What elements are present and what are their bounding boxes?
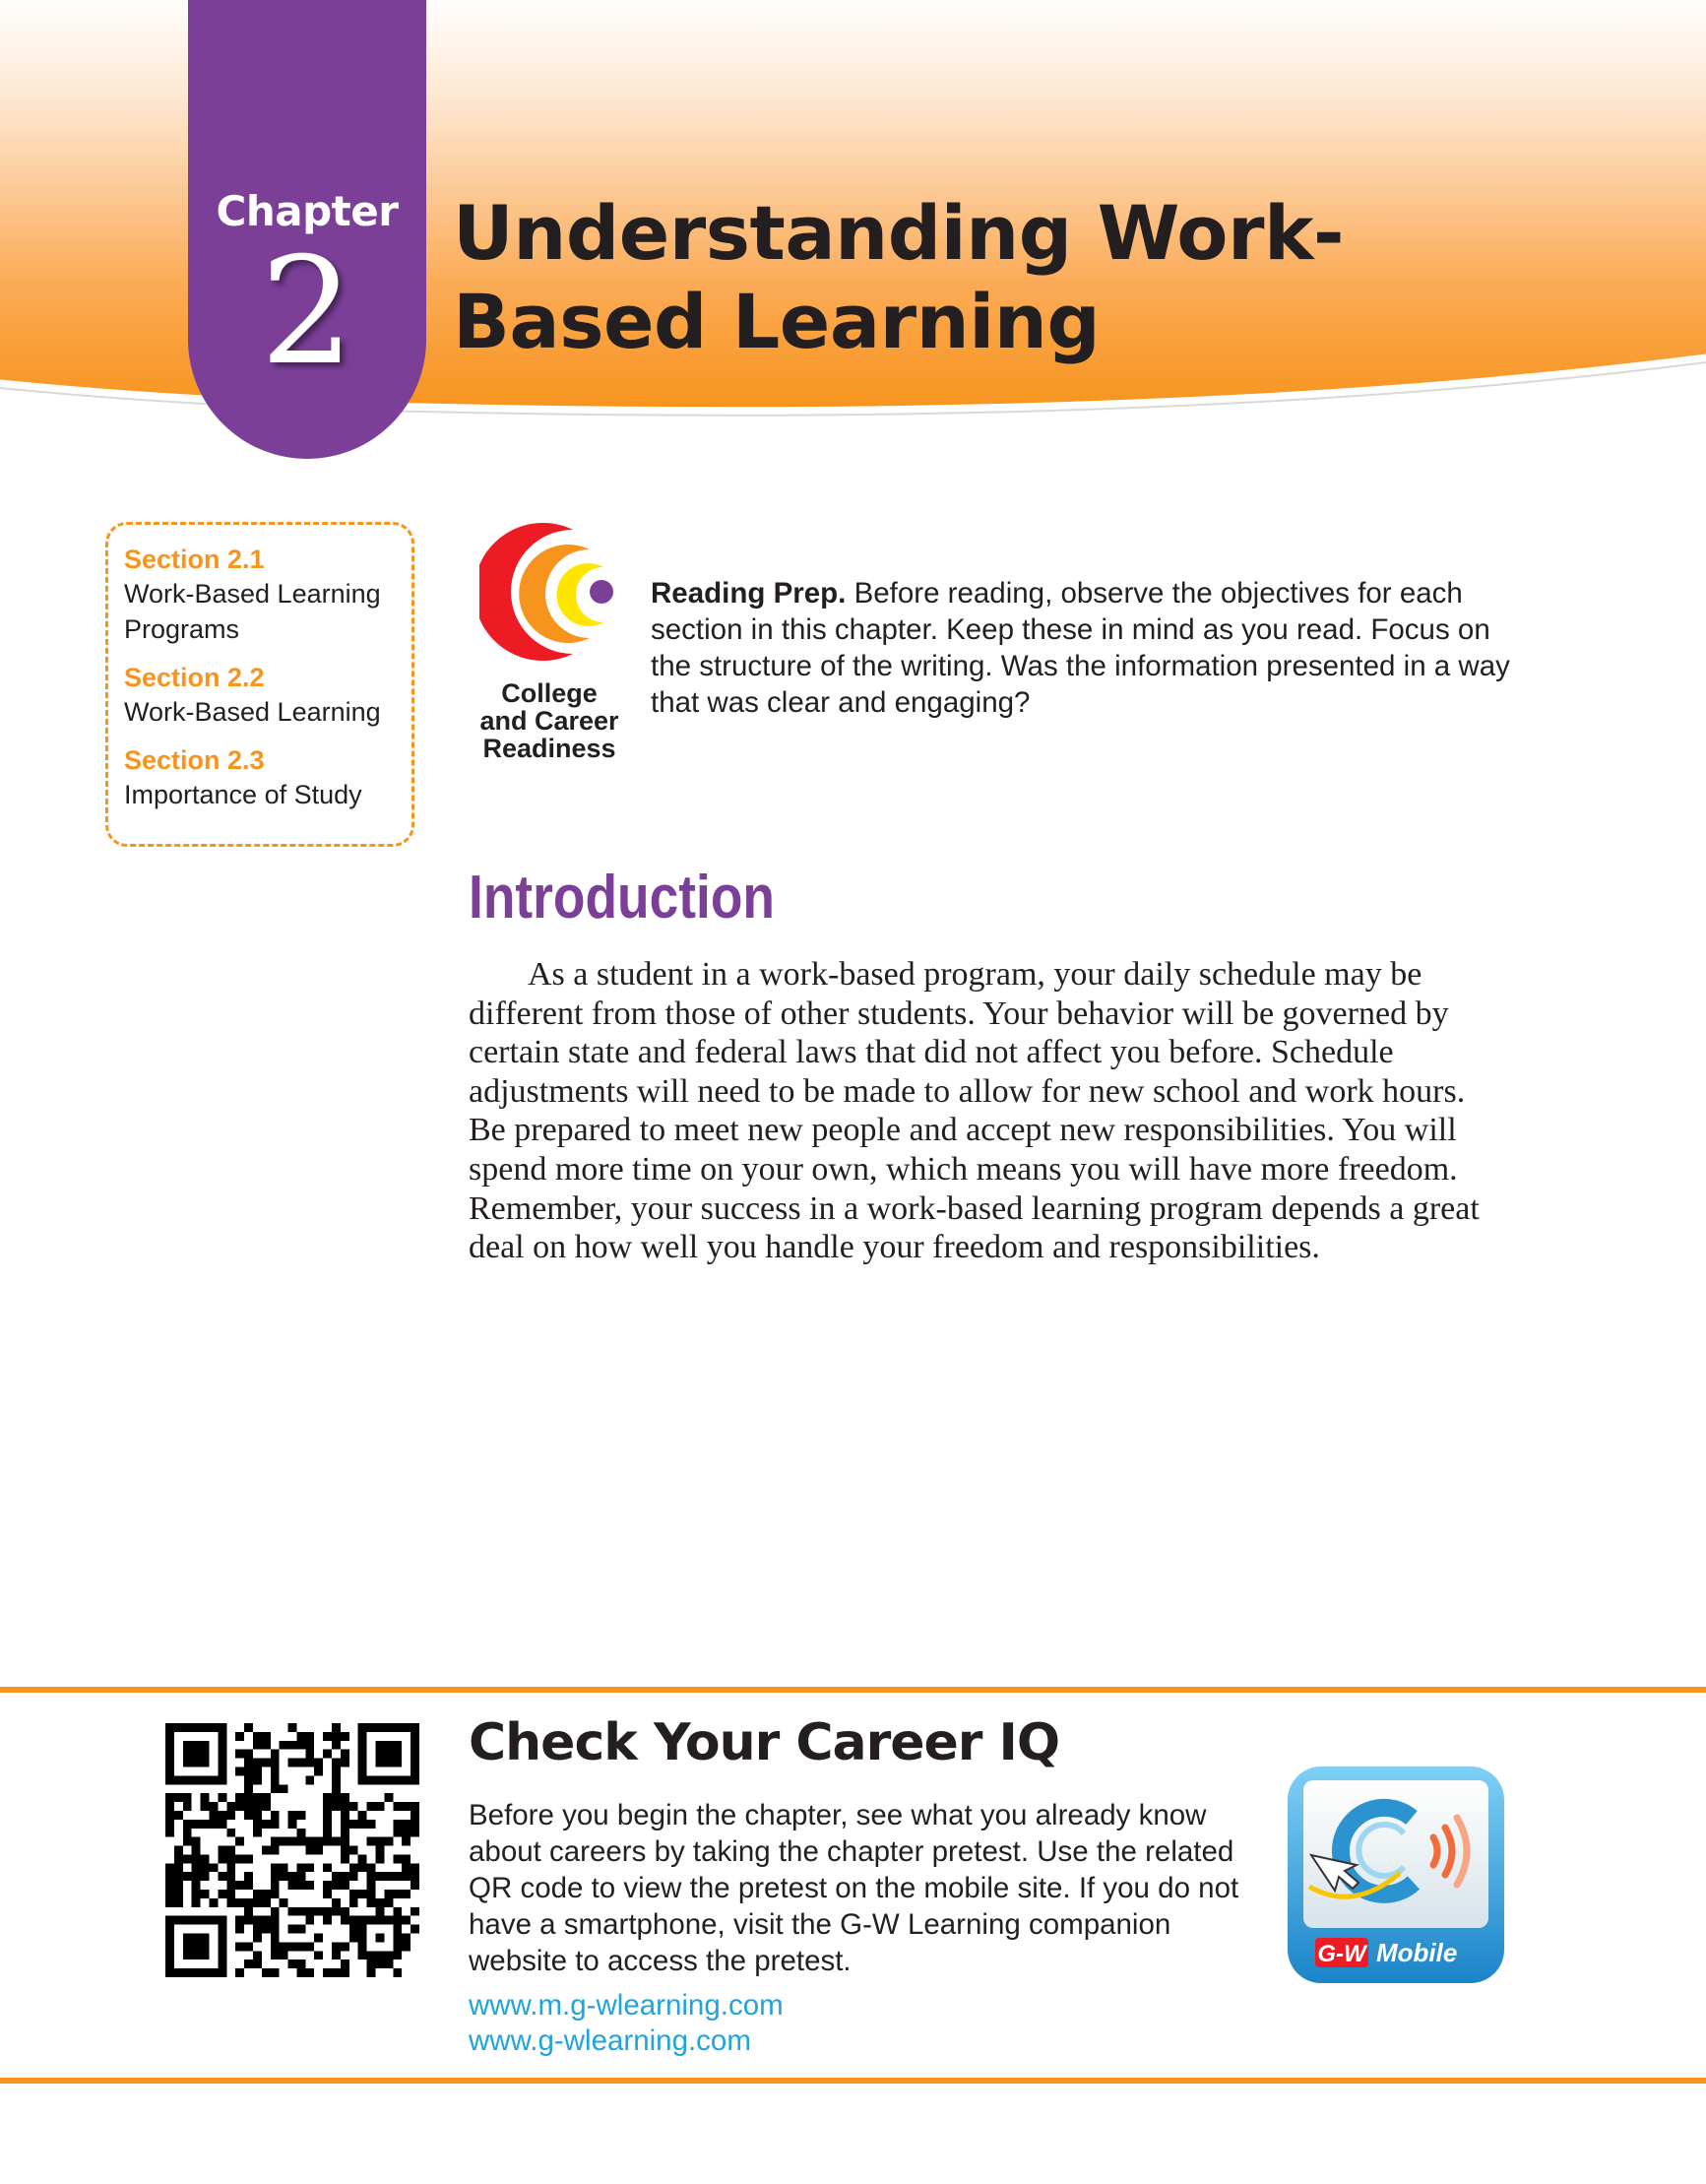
companion-site-link[interactable]: www.g-wlearning.com — [469, 2024, 751, 2057]
section-item[interactable] — [124, 743, 411, 812]
college-career-readiness-icon — [479, 518, 627, 666]
section-title: Work-Based Learning Programs — [124, 579, 381, 644]
career-iq-body: Before you begin the chapter, see what you already know about careers by taking the chapter pretest. Use the related QR code to view the pretest on the mobile site. If you do not have a smartphone, visit the G-W Learning companion website to access the pretest. — [469, 1799, 1239, 1977]
chapter-number: 2 — [260, 226, 354, 398]
introduction-heading: Introduction — [469, 864, 775, 931]
section-title: Importance of Study — [124, 780, 362, 809]
career-iq-top-rule — [0, 1687, 1706, 1693]
app-label-gw: G-W — [1317, 1941, 1366, 1967]
chapter-sections-box — [105, 522, 414, 847]
chapter-label: Chapter — [216, 187, 399, 235]
app-label-mobile: Mobile — [1376, 1938, 1458, 1967]
ccr-caption — [465, 679, 634, 762]
section-number: Section 2.2 — [124, 663, 265, 692]
gw-mobile-app-icon[interactable] — [1286, 1765, 1506, 1985]
chapter-title: Understanding Work-Based Learning — [453, 189, 1345, 365]
reading-prep — [651, 575, 1517, 721]
reading-prep-label: Reading Prep. — [651, 577, 847, 610]
ccr-caption-line: Readiness — [482, 734, 616, 763]
career-iq-heading: Check Your Career IQ — [469, 1713, 1060, 1772]
section-item[interactable] — [124, 661, 411, 730]
qr-code-icon[interactable] — [165, 1723, 419, 1977]
chapter-tab — [188, 0, 426, 459]
section-number: Section 2.1 — [124, 545, 265, 574]
career-iq-bottom-rule — [0, 2078, 1706, 2084]
ccr-caption-line: College — [501, 678, 598, 708]
section-number: Section 2.3 — [124, 745, 265, 775]
reading-prep-text: Before reading, observe the objectives for each section in this chapter. Keep these in mind as you read. Focus on the structure of the writing. Was the information presented in a way that was clear and engaging? — [651, 577, 1510, 719]
mobile-site-link[interactable]: www.m.g-wlearning.com — [469, 1989, 784, 2022]
section-item[interactable] — [124, 543, 411, 647]
section-title: Work-Based Learning — [124, 697, 381, 727]
ccr-caption-line: and Career — [479, 706, 619, 736]
introduction-body: As a student in a work-based program, your daily schedule may be different from those of other students. Your behavior will be governed by certain state and federal laws that did not affect you before. Schedule adjustments will need to be made to allow for new school and work hours. Be prepared to meet new people and accept new responsibilities. You will spend more time on your own, which means you will have more freedom. Remember, your success in a work-based learning program depends a great deal on how well you handle your freedom and responsibilities. — [469, 956, 1480, 1266]
